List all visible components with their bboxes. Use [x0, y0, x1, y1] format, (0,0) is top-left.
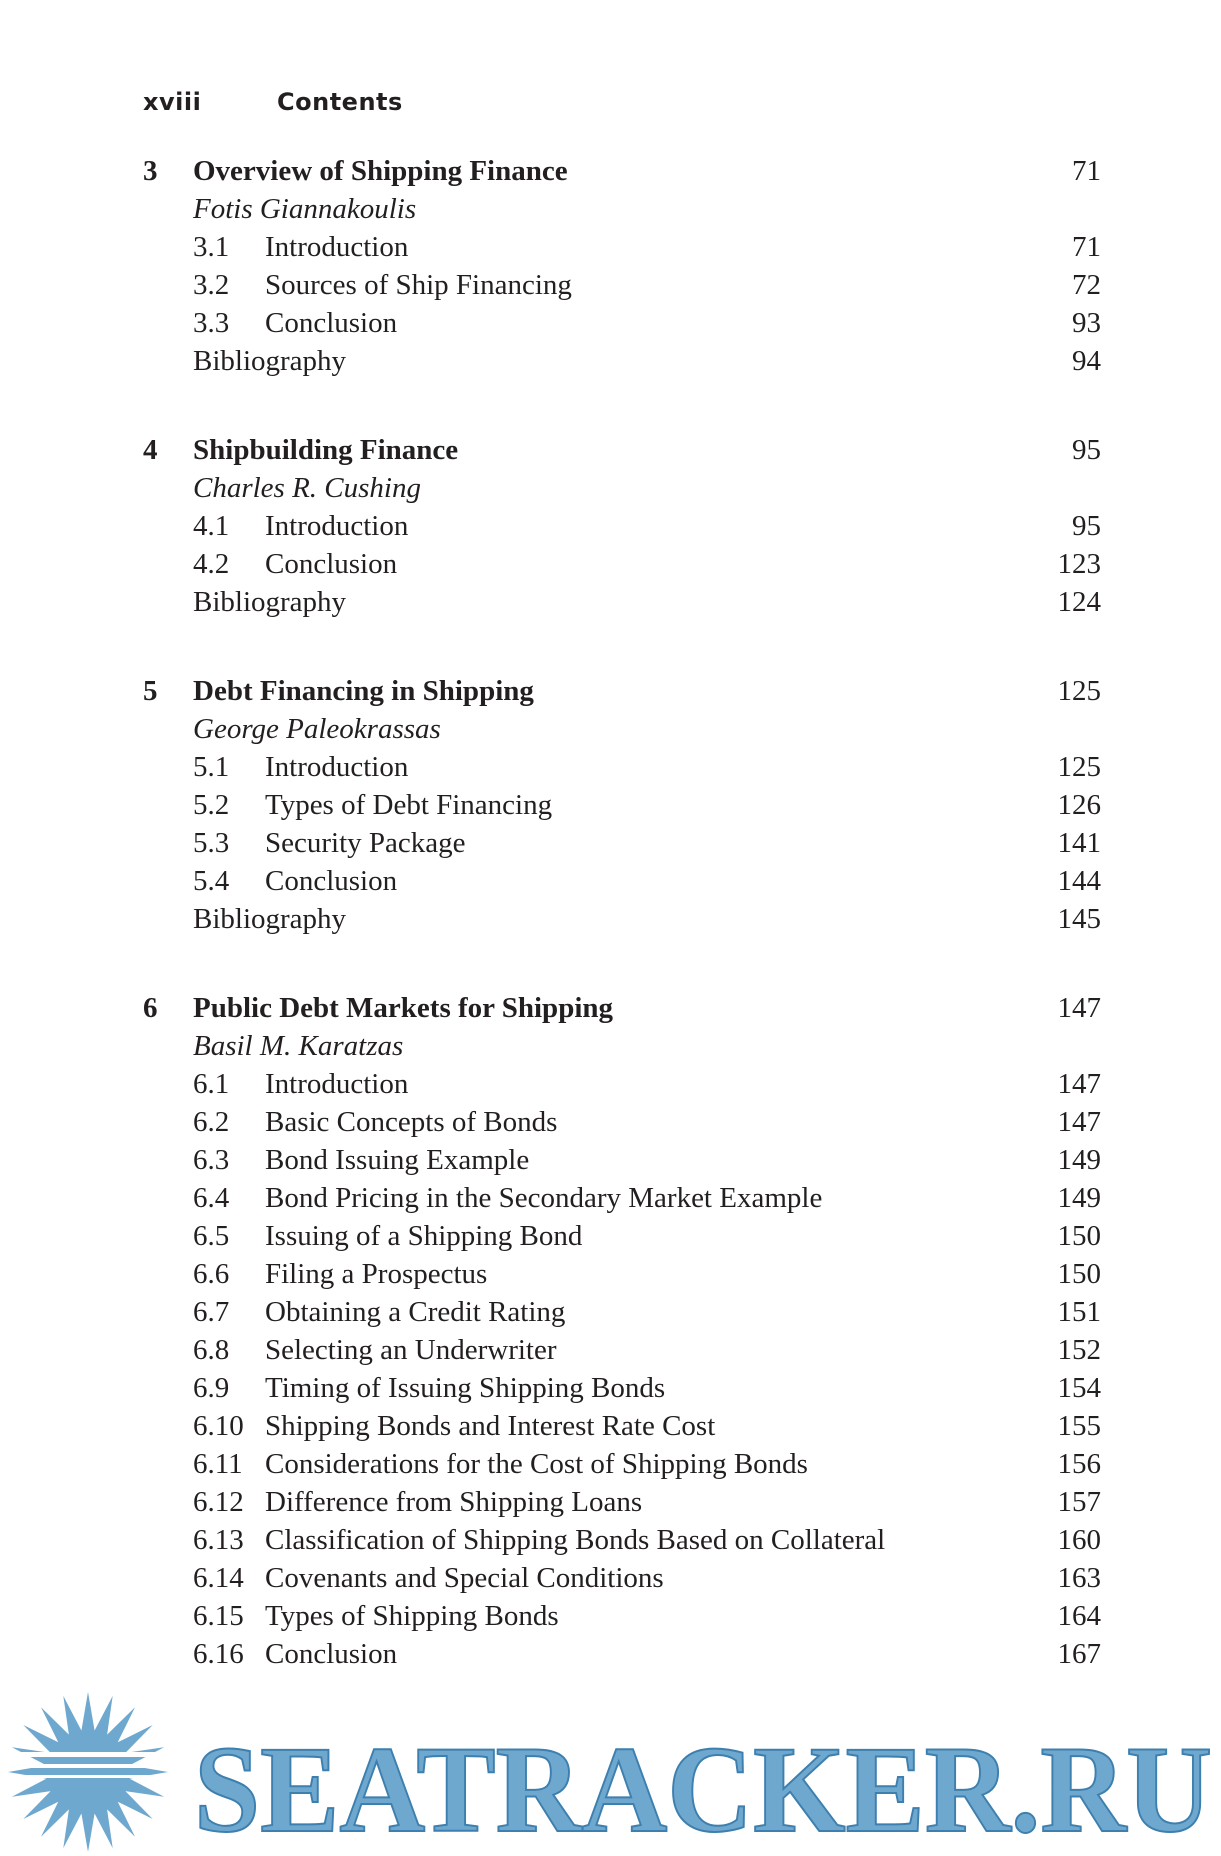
- section-number: 3.2: [193, 269, 230, 301]
- section-page: 147: [1057, 1106, 1101, 1138]
- section-number: 6.12: [193, 1486, 244, 1518]
- section-title: Difference from Shipping Loans: [265, 1486, 643, 1518]
- toc-entry[interactable]: [143, 1255, 1101, 1293]
- toc-entry[interactable]: [143, 1141, 1101, 1179]
- section-number: 5.2: [193, 789, 230, 821]
- toc-entry[interactable]: [143, 1369, 1101, 1407]
- table-of-contents: [143, 152, 1101, 1724]
- section-page: 141: [1057, 827, 1101, 859]
- section-page: 154: [1057, 1372, 1101, 1404]
- chapter-title: Overview of Shipping Finance: [193, 155, 568, 187]
- section-page: 152: [1057, 1334, 1101, 1366]
- chapter-author: Fotis Giannakoulis: [193, 193, 417, 225]
- section-page: 150: [1057, 1258, 1101, 1290]
- watermark-graphic: [0, 1690, 1221, 1851]
- section-page: 155: [1057, 1410, 1101, 1442]
- section-title: Sources of Ship Financing: [265, 269, 572, 301]
- toc-entry[interactable]: [143, 1483, 1101, 1521]
- toc-entry[interactable]: [143, 1521, 1101, 1559]
- section-number: 6.9: [193, 1372, 230, 1404]
- section-page: 93: [1072, 307, 1101, 339]
- section-number: 6.4: [193, 1182, 230, 1214]
- toc-entry[interactable]: [143, 507, 1101, 545]
- chapter-heading[interactable]: [143, 152, 1101, 190]
- bibliography-label: Bibliography: [193, 345, 347, 377]
- chapter-5: [143, 672, 1101, 938]
- toc-entry[interactable]: [143, 1103, 1101, 1141]
- chapter-number: 5: [143, 675, 158, 707]
- section-page: 151: [1057, 1296, 1101, 1328]
- chapter-number: 4: [143, 434, 158, 466]
- section-number: 6.8: [193, 1334, 230, 1366]
- bibliography-entry[interactable]: [143, 342, 1101, 380]
- section-title: Introduction: [265, 751, 409, 783]
- toc-entry[interactable]: [143, 1559, 1101, 1597]
- chapter-number: 6: [143, 992, 158, 1024]
- section-number: 6.11: [193, 1448, 243, 1480]
- section-number: 6.15: [193, 1600, 244, 1632]
- toc-entry[interactable]: [143, 862, 1101, 900]
- running-head: [143, 88, 403, 116]
- section-title: Conclusion: [265, 548, 398, 580]
- toc-entry[interactable]: [143, 1179, 1101, 1217]
- section-page: 125: [1057, 751, 1101, 783]
- section-page: 164: [1057, 1600, 1101, 1632]
- toc-entry[interactable]: [143, 1293, 1101, 1331]
- section-number: 6.3: [193, 1144, 230, 1176]
- chapter-heading[interactable]: [143, 672, 1101, 710]
- section-title: Bond Pricing in the Secondary Market Example: [265, 1182, 823, 1214]
- toc-entry[interactable]: [143, 1635, 1101, 1673]
- toc-entry[interactable]: [143, 266, 1101, 304]
- section-page: 95: [1072, 510, 1101, 542]
- page-number: xviii: [143, 88, 202, 116]
- bibliography-entry[interactable]: [143, 900, 1101, 938]
- toc-entry[interactable]: [143, 1331, 1101, 1369]
- section-page: 149: [1057, 1144, 1101, 1176]
- chapter-4: [143, 431, 1101, 621]
- section-number: 3.3: [193, 307, 230, 339]
- toc-entry[interactable]: [143, 304, 1101, 342]
- toc-entry[interactable]: [143, 1217, 1101, 1255]
- section-page: 144: [1057, 865, 1101, 897]
- section-title: Introduction: [265, 231, 409, 263]
- bibliography-label: Bibliography: [193, 903, 347, 935]
- chapter-author: Charles R. Cushing: [193, 472, 421, 504]
- section-number: 6.13: [193, 1524, 244, 1556]
- chapter-page: 125: [1057, 675, 1101, 707]
- chapter-6: [143, 989, 1101, 1673]
- section-title: Considerations for the Cost of Shipping Bonds: [265, 1448, 808, 1480]
- section-page: 147: [1057, 1068, 1101, 1100]
- section-page: 160: [1057, 1524, 1101, 1556]
- section-number: 5.1: [193, 751, 230, 783]
- section-title: Types of Shipping Bonds: [265, 1600, 559, 1632]
- bibliography-entry[interactable]: [143, 583, 1101, 621]
- section-title: Conclusion: [265, 307, 398, 339]
- chapter-author: Basil M. Karatzas: [193, 1030, 404, 1062]
- bibliography-label: Bibliography: [193, 586, 347, 618]
- bibliography-page: 94: [1072, 345, 1101, 377]
- toc-entry[interactable]: [143, 824, 1101, 862]
- section-title: Timing of Issuing Shipping Bonds: [265, 1372, 666, 1404]
- section-title: Classification of Shipping Bonds Based on Collateral: [265, 1524, 886, 1556]
- toc-entry[interactable]: [143, 1065, 1101, 1103]
- section-page: 123: [1057, 548, 1101, 580]
- section-page: 157: [1057, 1486, 1101, 1518]
- section-number: 6.7: [193, 1296, 230, 1328]
- section-title: Types of Debt Financing: [265, 789, 553, 821]
- section-title: Conclusion: [265, 1638, 398, 1670]
- chapter-number: 3: [143, 155, 158, 187]
- sun-icon: [8, 1692, 170, 1851]
- chapter-page: 95: [1072, 434, 1101, 466]
- watermark: [0, 1690, 1221, 1851]
- chapter-heading[interactable]: [143, 989, 1101, 1027]
- section-number: 6.2: [193, 1106, 230, 1138]
- section-number: 5.4: [193, 865, 230, 897]
- running-head-title: Contents: [277, 88, 403, 116]
- section-number: 6.5: [193, 1220, 230, 1252]
- section-title: Shipping Bonds and Interest Rate Cost: [265, 1410, 716, 1442]
- section-page: 126: [1057, 789, 1101, 821]
- section-number: 6.6: [193, 1258, 230, 1290]
- section-title: Filing a Prospectus: [265, 1258, 488, 1290]
- section-number: 5.3: [193, 827, 230, 859]
- section-page: 150: [1057, 1220, 1101, 1252]
- chapter-page: 147: [1057, 992, 1101, 1024]
- section-page: 71: [1072, 231, 1101, 263]
- section-page: 156: [1057, 1448, 1101, 1480]
- toc-entry[interactable]: [143, 228, 1101, 266]
- chapter-3: [143, 152, 1101, 380]
- section-number: 6.14: [193, 1562, 244, 1594]
- section-title: Selecting an Underwriter: [265, 1334, 557, 1366]
- toc-entry[interactable]: [143, 545, 1101, 583]
- chapter-author: George Paleokrassas: [193, 713, 441, 745]
- chapter-title: Debt Financing in Shipping: [193, 675, 534, 707]
- section-number: 4.2: [193, 548, 230, 580]
- chapter-heading[interactable]: [143, 431, 1101, 469]
- section-page: 167: [1057, 1638, 1101, 1670]
- toc-entry[interactable]: [143, 1597, 1101, 1635]
- section-number: 6.1: [193, 1068, 230, 1100]
- toc-entry[interactable]: [143, 1445, 1101, 1483]
- section-title: Introduction: [265, 510, 409, 542]
- bibliography-page: 124: [1057, 586, 1101, 618]
- section-title: Obtaining a Credit Rating: [265, 1296, 566, 1328]
- section-number: 4.1: [193, 510, 230, 542]
- section-number: 6.10: [193, 1410, 244, 1442]
- section-title: Bond Issuing Example: [265, 1144, 530, 1176]
- section-title: Introduction: [265, 1068, 409, 1100]
- section-title: Issuing of a Shipping Bond: [265, 1220, 583, 1252]
- section-number: 3.1: [193, 231, 230, 263]
- chapter-title: Public Debt Markets for Shipping: [193, 992, 614, 1024]
- watermark-text: SEATRACKER.RU: [194, 1721, 1212, 1851]
- section-number: 6.16: [193, 1638, 244, 1670]
- section-title: Covenants and Special Conditions: [265, 1562, 664, 1594]
- section-title: Security Package: [265, 827, 466, 859]
- chapter-page: 71: [1072, 155, 1101, 187]
- section-title: Conclusion: [265, 865, 398, 897]
- toc-entry[interactable]: [143, 748, 1101, 786]
- chapter-title: Shipbuilding Finance: [193, 434, 459, 466]
- section-page: 72: [1072, 269, 1101, 301]
- section-page: 149: [1057, 1182, 1101, 1214]
- bibliography-page: 145: [1057, 903, 1101, 935]
- toc-entry[interactable]: [143, 1407, 1101, 1445]
- section-page: 163: [1057, 1562, 1101, 1594]
- section-title: Basic Concepts of Bonds: [265, 1106, 558, 1138]
- toc-entry[interactable]: [143, 786, 1101, 824]
